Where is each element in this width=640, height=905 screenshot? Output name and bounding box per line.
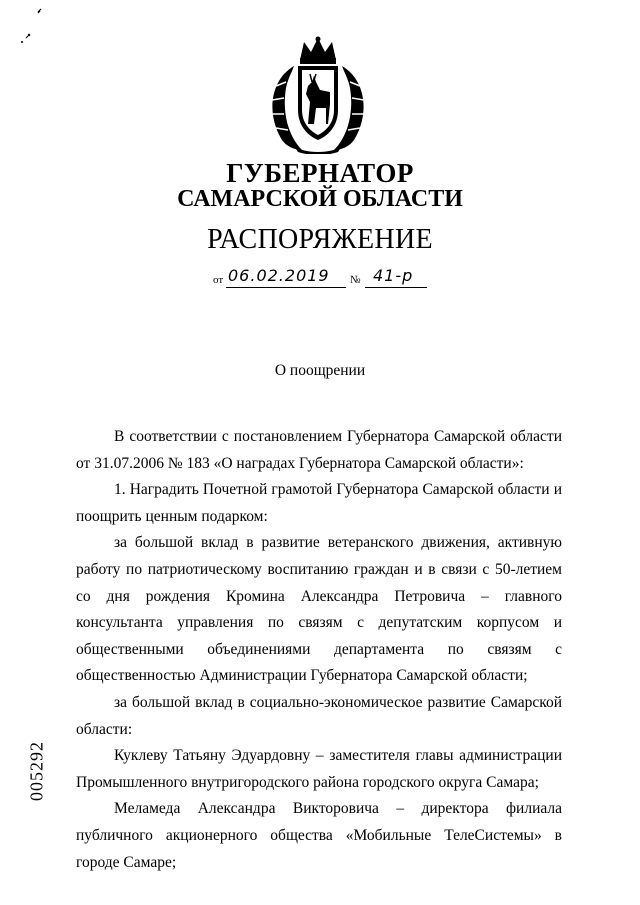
document-subject: О поощрении — [274, 362, 366, 379]
side-serial-number: 005292 — [26, 741, 47, 801]
coat-of-arms-icon — [264, 36, 372, 154]
paragraph-awardee-kukleva: Куклеву Татьяну Эдуардовну – заместителя главы администрации Промышленного внутригородского района городского округа Самара; — [76, 747, 562, 791]
number-underline — [365, 287, 427, 288]
date-underline — [226, 287, 346, 288]
date-label: от — [213, 274, 224, 286]
header-title-line1: ГУБЕРНАТОР — [226, 158, 414, 188]
header-title-line2: САМАРСКОЙ ОБЛАСТИ — [177, 186, 463, 212]
number-value: 41-р — [373, 266, 414, 285]
document-body — [76, 424, 562, 876]
date-value: 06.02.2019 — [228, 266, 330, 285]
pen-marks — [12, 6, 42, 46]
paragraph-item-1: 1. Наградить Почетной грамотой Губернатора Самарской области и поощрить ценным подарком: — [76, 481, 562, 525]
number-label: № — [350, 274, 361, 286]
registration-line — [213, 264, 428, 290]
paragraph-award-reason-2: за большой вклад в социально-экономическое развитие Самарской области: — [76, 693, 562, 738]
paragraph-basis: В соответствии с постановлением Губернатора Самарской области от 31.07.2006 № 183 «О наградах Губернатора Самарской области»: — [76, 428, 562, 472]
paragraph-awardee-melamed: Меламеда Александра Викторовича – директора филиала публичного акционерного общества «Мобильные ТелеСистемы» в городе Самаре; — [76, 800, 562, 871]
document-type: РАСПОРЯЖЕНИЕ — [207, 224, 433, 255]
paragraph-award-reason-1: за большой вклад в развитие ветеранского движения, активную работу по патриотическому воспитанию граждан и в связи с 50-летием со дня рождения Кромина Александра Петровича – главного консультанта управления по связям с депутатским корпусом и общественными объединениями департамента по связям с общественностью Администрации Губернатора Самарской области; — [76, 534, 562, 685]
